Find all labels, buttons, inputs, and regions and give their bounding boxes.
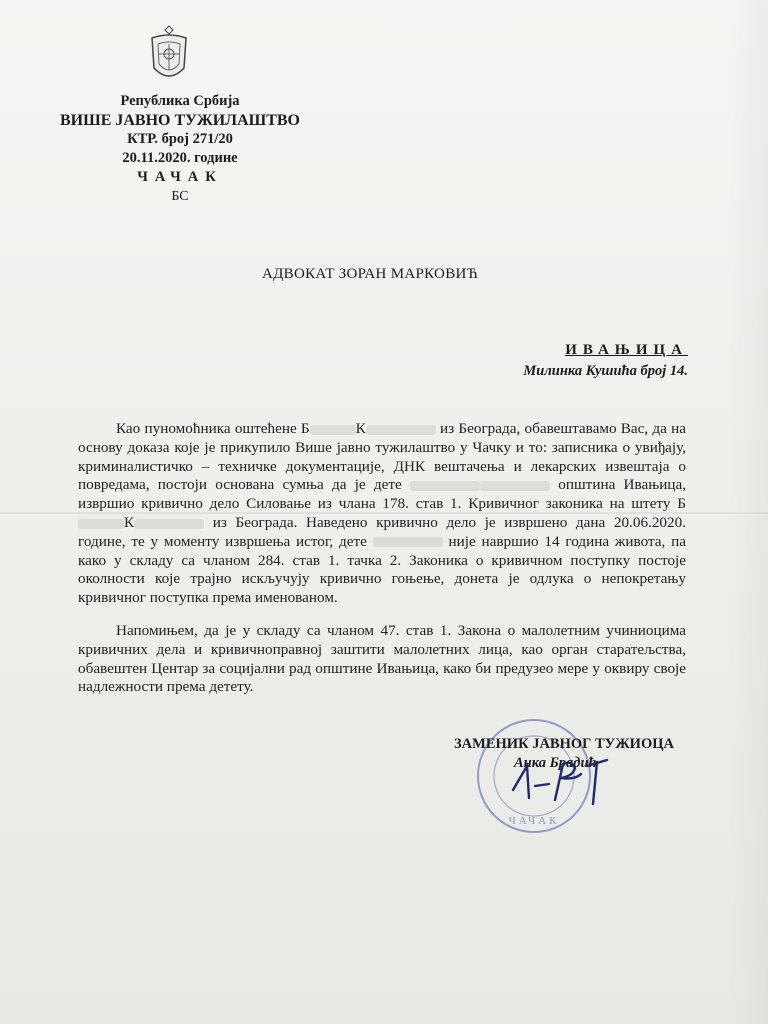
sender-city: ЧАЧАК — [137, 169, 223, 185]
paragraph-1-part-a: Као пуномоћника оштећене Б — [116, 420, 310, 437]
redaction — [366, 425, 436, 435]
case-number: КТР. број 271/20 — [127, 131, 233, 147]
redaction — [78, 519, 124, 529]
author-initials: БС — [171, 189, 189, 204]
recipient-street: Милинка Кушића број 14. — [523, 363, 688, 379]
paragraph-1-part-e: К — [124, 513, 135, 531]
recipient-city: ИВАЊИЦА — [565, 342, 688, 358]
paragraph-2: Напомињем, да је у складу са чланом 47. став 1. Закона о малолетним учиниоцима кривичних дела и кривичноправној заштити малолетних лица, као орган старатељства, обавештен Центар за социјални рад општине Ивањица, како би предузео мере у оквиру своје надлежности према детету. — [78, 621, 686, 696]
redaction — [134, 519, 204, 529]
redaction — [310, 425, 356, 435]
paragraph-1-part-d: општина Ивањица, извршио кривично дело Силовање из члана 178. став 1. Кривичног законика на штету Б — [78, 476, 687, 513]
paragraph-1-part-g: није навршио 14 година живота, па како у складу са чланом 284. став 1. тачка 2. Законика о кривичном поступку постоје околности које трајно искључују кривично гоњење, донета је одлука о непокретању кривичног поступка према именованом. — [78, 532, 686, 607]
page-edge-shadow — [728, 0, 768, 1024]
seal-city: ЧАЧАК — [508, 815, 560, 827]
document-date: 20.11.2020. године — [122, 150, 238, 166]
country-name: Република Србија — [120, 93, 240, 109]
recipient-name: АДВОКАТ ЗОРАН МАРКОВИЋ — [262, 266, 479, 282]
paragraph-1-part-b: К — [355, 420, 366, 437]
redaction — [410, 481, 480, 491]
signer-name: Анка Брадић — [514, 755, 597, 771]
sender-header — [50, 92, 310, 206]
recipient-address — [523, 340, 688, 382]
letter-body — [78, 420, 686, 711]
handwritten-signature — [505, 750, 615, 810]
coat-of-arms-icon — [146, 24, 192, 86]
paragraph-1-part-f: из Београда. Наведено кривично дело је извршено дана 20.06.2020. године, те у моменту извршења истог, дете — [78, 513, 687, 550]
redaction — [373, 537, 443, 547]
paragraph-1 — [78, 420, 686, 608]
redaction — [480, 481, 550, 491]
signer-title: ЗАМЕНИК ЈАВНОГ ТУЖИОЦА — [454, 736, 674, 752]
paragraph-1-part-c: из Београда, обавештавамо Вас, да на основу доказа које је прикупило Више јавно тужилаштво у Чачку и то: записника о увиђају, криминалистичко – техничке документације, ДНК вештачења и лекарских извештаја о повредама, постоји основана сумња да је дете — [78, 420, 687, 494]
office-name: ВИШЕ ЈАВНО ТУЖИЛАШТВО — [60, 112, 300, 129]
